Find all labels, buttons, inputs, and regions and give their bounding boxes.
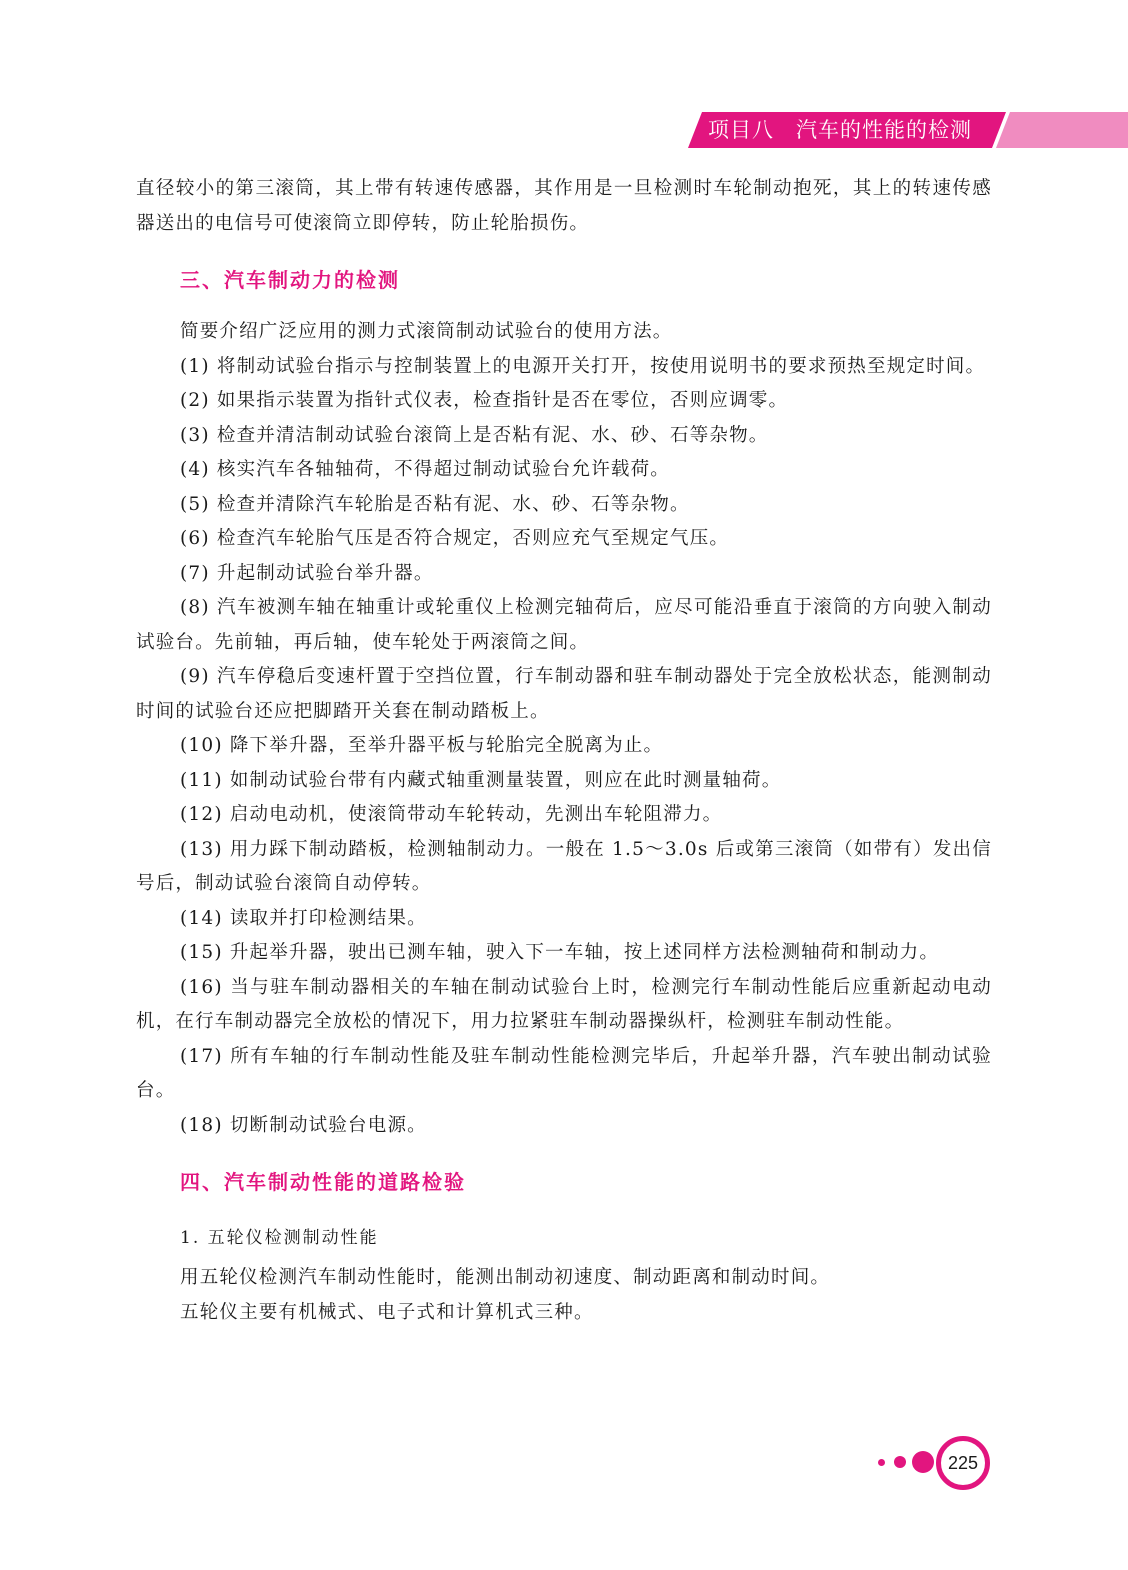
chapter-title: 项目八 汽车的性能的检测: [708, 118, 972, 142]
step-5: (5) 检查并清除汽车轮胎是否粘有泥、水、砂、石等杂物。: [180, 493, 690, 515]
section4-paragraph-1: 用五轮仪检测汽车制动性能时，能测出制动初速度、制动距离和制动时间。: [180, 1267, 831, 1288]
step-3: (3) 检查并清洁制动试验台滚筒上是否粘有泥、水、砂、石等杂物。: [180, 424, 769, 446]
step-14: (14) 读取并打印检测结果。: [180, 907, 427, 929]
page-number: 225: [936, 1436, 990, 1490]
step-2: (2) 如果指示装置为指针式仪表，检查指针是否在零位，否则应调零。: [180, 390, 789, 411]
step-10: (10) 降下举升器，至举升器平板与轮胎完全脱离为止。: [180, 735, 664, 756]
section3-intro: 简要介绍广泛应用的测力式滚筒制动试验台的使用方法。: [180, 321, 673, 342]
step-13: (13) 用力踩下制动踏板，检测轴制动力。一般在 1.5～3.0s 后或第三滚筒（如带有）发出信号后，制动试验台滚筒自动停转。: [136, 838, 992, 894]
step-6: (6) 检查汽车轮胎气压是否符合规定，否则应充气至规定气压。: [180, 528, 730, 549]
step-8: (8) 汽车被测车轴在轴重计或轮重仪上检测完轴荷后，应尽可能沿垂直于滚筒的方向驶入制动试验台。先前轴，再后轴，使车轮处于两滚筒之间。: [136, 597, 992, 653]
subsection-heading: 1. 五轮仪检测制动性能: [180, 1228, 379, 1248]
step-18: (18) 切断制动试验台电源。: [180, 1114, 427, 1136]
section-heading-4: 四、汽车制动性能的道路检验: [180, 1170, 466, 1194]
chapter-header-banner: [688, 112, 1128, 148]
section4-paragraph-2: 五轮仪主要有机械式、电子式和计算机式三种。: [180, 1301, 594, 1323]
step-12: (12) 启动电动机，使滚筒带动车轮转动，先测出车轮阻滞力。: [180, 804, 723, 825]
step-15: (15) 升起举升器，驶出已测车轴，驶入下一车轴，按上述同样方法检测轴荷和制动力。: [180, 942, 940, 963]
page-dot-small-icon: [878, 1459, 885, 1466]
step-17: (17) 所有车轴的行车制动性能及驻车制动性能检测完毕后，升起举升器，汽车驶出制动试验台。: [136, 1045, 992, 1101]
step-1: (1) 将制动试验台指示与控制装置上的电源开关打开，按使用说明书的要求预热至规定时间。: [180, 355, 986, 377]
step-16: (16) 当与驻车制动器相关的车轴在制动试验台上时，检测完行车制动性能后应重新起动电动机，在行车制动器完全放松的情况下，用力拉紧驻车制动器操纵杆，检测驻车制动性能。: [136, 976, 992, 1032]
step-7: (7) 升起制动试验台举升器。: [180, 562, 434, 584]
step-9: (9) 汽车停稳后变速杆置于空挡位置，行车制动器和驻车制动器处于完全放松状态，能测制动时间的试验台还应把脚踏开关套在制动踏板上。: [136, 666, 992, 722]
page-dot-large-icon: [912, 1451, 934, 1473]
page-dot-medium-icon: [894, 1456, 906, 1468]
paragraph-continued: 直径较小的第三滚筒，其上带有转速传感器，其作用是一旦检测时车轮制动抱死，其上的转速传感器送出的电信号可使滚筒立即停转，防止轮胎损伤。: [136, 178, 992, 234]
page-body: [136, 172, 992, 1330]
section-heading-3: 三、汽车制动力的检测: [180, 268, 400, 292]
page-number-badge: [874, 1436, 992, 1486]
step-11: (11) 如制动试验台带有内藏式轴重测量装置，则应在此时测量轴荷。: [180, 769, 782, 791]
step-4: (4) 核实汽车各轴轴荷，不得超过制动试验台允许载荷。: [180, 459, 670, 480]
